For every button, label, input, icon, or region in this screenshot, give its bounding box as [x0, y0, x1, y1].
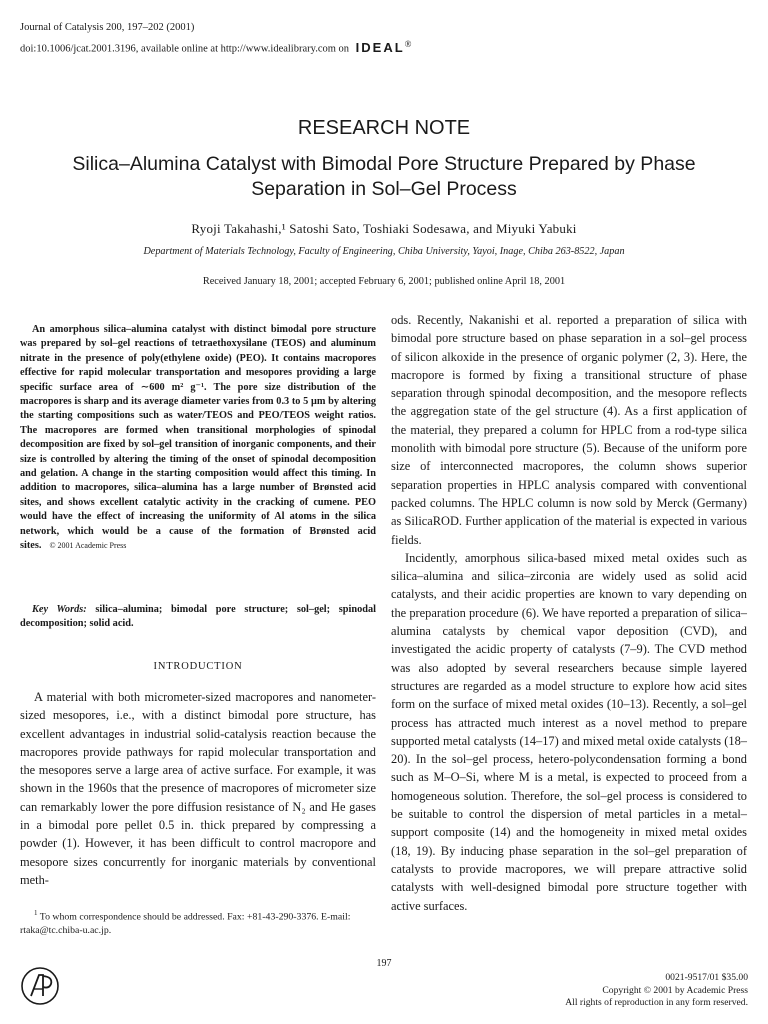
- footnote-mark: 1: [34, 909, 38, 917]
- journal-reference: [20, 20, 460, 58]
- abstract-copyright: © 2001 Academic Press: [49, 541, 127, 551]
- keywords-label: Key Words:: [32, 604, 87, 615]
- article-title: Silica–Alumina Catalyst with Bimodal Pore Structure Prepared by Phase Separation in Sol–Gel Process: [72, 153, 696, 200]
- abstract-text: An amorphous silica–alumina catalyst with distinct bimodal pore structure was prepared by sol–gel reactions of tetraethoxysilane (TEOS) and aluminum nitrate in the presence of poly(ethylene oxide) (PEO). It contains macropores effective for rapid molecular transportation and mesopores providing a large specific surface area of ∼600 m² g⁻¹. The pore size distribution of the macropores is sharp and its average diameter varies from 0.3 to 5 μm by altering the starting compositions such as water/TEOS and PEO/TEOS weight ratios. The macropores are formed when transitional morphologies of spinodal decomposition are fixed by sol–gel transition of inorganic components, and their size is controlled by altering the timing of the onset of spinodal decomposition and gelation. A change in the starting composition would affect this timing. In addition to macropores, silica–alumina has a large number of Brønsted acid sites, and shows excellent catalytic activity in the cracking of cumene. PEO would have the effect of increasing the uniformity of Al atoms in the silica network, which would be a cause of the formation of Brønsted acid sites.: [20, 324, 376, 552]
- keywords: [20, 603, 376, 632]
- left-column-body: [20, 688, 376, 889]
- section-heading-introduction: INTRODUCTION: [153, 661, 243, 672]
- publication-dates: Received January 18, 2001; accepted February 6, 2001; published online April 18, 2001: [202, 276, 566, 287]
- intro-paragraph-2: Incidently, amorphous silica-based mixed metal oxides such as silica–alumina and silica–zirconia are widely used as solid acid catalysts, and their acidic properties are known to vary depending on the preparation procedure (6). We have reported a preparation of silica–alumina catalysts by chemical vapor deposition (CVD), and investigated the acidic property of catalysts (7–9). The CVD method was also adopted by several researchers because simple layered structures are regarded as a model structure to explore how acid sites form on the surface of mixed metal oxides (10–13). Recently, a sol–gel process has attracted much interest as a novel method to prepare supported metal catalysts (14–17) and mixed metal oxide catalysts (18–20). In the sol–gel process, hetero-polycondensation forming a bond such as M–O–Si, where M is a metal, is expected to proceed from a homogeneous solution. Therefore, the sol–gel process is considered to be suitable to control the dispersion of metal particles in a metal–support composite (14) and the homogeneity in mixed metal oxides (18, 19). By inducing phase separation in the sol–gel preparation of catalysts to provide macropores, we will prepare attractive solid catalysts with well-designed bimodal pore structure together with active surfaces.: [391, 550, 747, 913]
- article-type-label: RESEARCH NOTE: [297, 117, 471, 139]
- doi-text: doi:10.1006/jcat.2001.3196, available online at http://www.idealibrary.com on: [20, 43, 350, 55]
- author-list: Ryoji Takahashi,¹ Satoshi Sato, Toshiaki Sodesawa, and Miyuki Yabuki: [191, 221, 577, 236]
- issn-price: 0021-9517/01 $35.00: [665, 972, 748, 983]
- copyright-block: [565, 972, 748, 1010]
- academic-press-logo-icon: [20, 966, 60, 1006]
- registered-mark: ®: [404, 39, 412, 49]
- abstract: [20, 323, 376, 554]
- copyright-line: Copyright © 2001 by Academic Press: [602, 984, 748, 996]
- affiliation: Department of Materials Technology, Faculty of Engineering, Chiba University, Yayoi, Inage, Chiba 263-8522, Japan: [143, 246, 625, 257]
- right-column-body: [391, 311, 747, 915]
- footnote-text: To whom correspondence should be addressed. Fax: +81-43-290-3376. E-mail: rtaka@tc.chiba-u.ac.jp.: [20, 911, 351, 936]
- page-number: 197: [376, 958, 392, 969]
- intro-paragraph-1: A material with both micrometer-sized macropores and nanometer-sized mesopores, i.e., with a distinct bimodal pore structure, has excellent advantages in industrial solid-catalysis reaction because the macropores provide pathways for rapid molecular transportation and the mesopores serve a large area of active surface. For example, it was shown in the 1960s that the presence of macropores of micrometer size can remarkably lower the pore diffusion resistance of N₂ and He gases in a bimodal pore pellet 0.5 in. thick prepared by compressing a powder (1). However, it has been difficult to control macropore and mesopore sizes concurrently for inorganic materials by conventional meth-: [20, 690, 376, 887]
- intro-paragraph-1-continued: ods. Recently, Nakanishi et al. reported a preparation of silica with bimodal pore structure based on phase separation in a sol–gel process of silicon alkoxide in the presence of organic polymer (2, 3). Here, the macropore is formed by fixing a transitional structure of phase separation through spinodal decomposition, and the mesopore reflects the aggregation state of the gel structure (4). As a first application of the material, they prepared a column for HPLC from a rod-type silica monolith with bimodal pore structure (5). Because of the uniform pore size of interconnected macropores, the column shows superior separation properties in HPLC analysis compared with conventional packed columns. The HPLC column is now sold by Merck (Germany) as SilicaROD. Further application of the material is expected in various fields.: [391, 313, 747, 547]
- footnote: [20, 907, 380, 937]
- journal-citation: Journal of Catalysis 200, 197–202 (2001): [20, 22, 195, 33]
- ideal-logo: IDEAL: [355, 39, 405, 55]
- rights-line: All rights of reproduction in any form reserved.: [565, 997, 748, 1008]
- doi-line: [20, 36, 460, 58]
- keywords-text: silica–alumina; bimodal pore structure; sol–gel; spinodal decomposition; solid acid.: [20, 604, 376, 630]
